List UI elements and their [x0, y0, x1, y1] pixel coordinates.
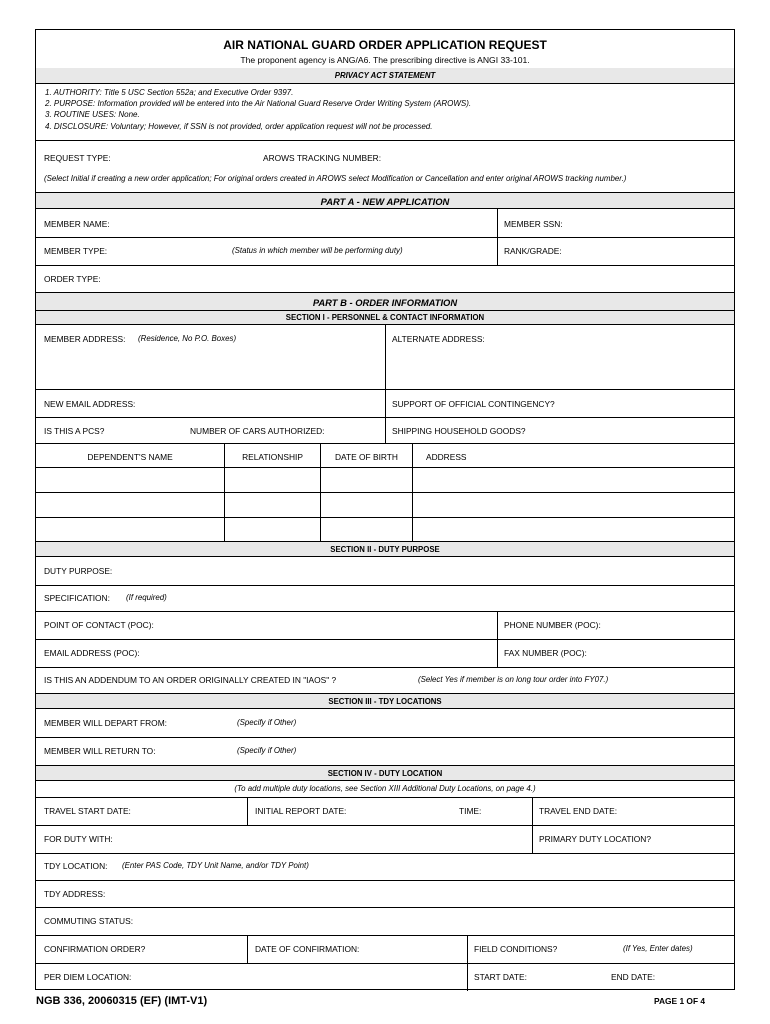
divider — [36, 667, 734, 668]
divider — [36, 907, 734, 908]
time-field[interactable]: TIME: — [459, 806, 482, 816]
divider — [247, 935, 248, 963]
privacy-statement — [45, 87, 471, 132]
divider — [247, 797, 248, 825]
support-contingency-field[interactable]: SUPPORT OF OFFICIAL CONTINGENCY? — [392, 399, 555, 409]
return-to-note: (Specify if Other) — [237, 746, 297, 755]
divider — [36, 737, 734, 738]
form-subtitle: The proponent agency is ANG/A6. The prescribing directive is ANGI 33-101. — [240, 55, 530, 65]
order-type-field[interactable]: ORDER TYPE: — [44, 274, 101, 284]
part-a-heading: PART A - NEW APPLICATION — [320, 196, 450, 207]
section-2-band — [36, 541, 734, 557]
specification-note: (If required) — [126, 593, 167, 602]
date-of-confirmation-field[interactable]: DATE OF CONFIRMATION: — [255, 944, 360, 954]
privacy-item-purpose: 2. PURPOSE: Information provided will be entered into the Air National Guard Reserve Order Writing System (AROWS). — [45, 99, 472, 109]
tdy-location-note: (Enter PAS Code, TDY Unit Name, and/or TDY Point) — [122, 861, 309, 870]
field-conditions-note: (If Yes, Enter dates) — [623, 944, 693, 953]
form-identifier: NGB 336, 20060315 (EF) (IMT-V1) — [36, 995, 208, 1007]
section-1-band — [36, 310, 734, 325]
duty-purpose-field[interactable]: DUTY PURPOSE: — [44, 566, 113, 576]
divider — [36, 797, 734, 798]
is-pcs-field[interactable]: IS THIS A PCS? — [44, 426, 105, 436]
specification-field[interactable]: SPECIFICATION: — [44, 593, 110, 603]
dependents-name-header: DEPENDENT'S NAME — [87, 452, 173, 462]
divider — [36, 825, 734, 826]
per-diem-location-field[interactable]: PER DIEM LOCATION: — [44, 972, 132, 982]
dependents-address-header: ADDRESS — [426, 452, 467, 462]
section-2-heading: SECTION II - DUTY PURPOSE — [330, 545, 440, 554]
divider — [36, 935, 734, 936]
divider — [36, 611, 734, 612]
iaos-addendum-field[interactable]: IS THIS AN ADDENDUM TO AN ORDER ORIGINALLY CREATED IN "IAOS" ? — [44, 675, 337, 685]
member-ssn-field[interactable]: MEMBER SSN: — [504, 219, 563, 229]
section-1-heading: SECTION I - PERSONNEL & CONTACT INFORMATION — [285, 313, 485, 322]
section-4-band — [36, 765, 734, 781]
order-application-form — [35, 29, 735, 990]
number-of-cars-field[interactable]: NUMBER OF CARS AUTHORIZED: — [190, 426, 325, 436]
iaos-addendum-note: (Select Yes if member is on long tour order into FY07.) — [418, 675, 609, 684]
field-conditions-field[interactable]: FIELD CONDITIONS? — [474, 944, 558, 954]
dependent-row[interactable] — [36, 493, 734, 517]
depart-from-field[interactable]: MEMBER WILL DEPART FROM: — [44, 718, 168, 728]
email-poc-field[interactable]: EMAIL ADDRESS (POC): — [44, 648, 140, 658]
arows-tracking-number-field[interactable]: AROWS TRACKING NUMBER: — [263, 153, 382, 163]
divider — [36, 639, 734, 640]
end-date-field[interactable]: END DATE: — [611, 972, 656, 982]
tdy-address-field[interactable]: TDY ADDRESS: — [44, 889, 106, 899]
phone-poc-field[interactable]: PHONE NUMBER (POC): — [504, 620, 601, 630]
divider — [36, 417, 734, 418]
return-to-field[interactable]: MEMBER WILL RETURN TO: — [44, 746, 156, 756]
start-date-field[interactable]: START DATE: — [474, 972, 527, 982]
divider — [36, 237, 734, 238]
form-title: AIR NATIONAL GUARD ORDER APPLICATION REQUEST — [223, 38, 547, 52]
privacy-item-authority: 1. AUTHORITY: Title 5 USC Section 552a; and Executive Order 9397. — [45, 88, 294, 97]
tdy-location-field[interactable]: TDY LOCATION: — [44, 861, 108, 871]
divider — [36, 963, 734, 964]
privacy-heading: PRIVACY ACT STATEMENT — [334, 71, 436, 80]
for-duty-with-field[interactable]: FOR DUTY WITH: — [44, 834, 113, 844]
commuting-status-field[interactable]: COMMUTING STATUS: — [44, 916, 134, 926]
divider — [36, 265, 734, 266]
divider — [36, 880, 734, 881]
request-type-field[interactable]: REQUEST TYPE: — [44, 153, 111, 163]
new-email-field[interactable]: NEW EMAIL ADDRESS: — [44, 399, 136, 409]
divider — [36, 140, 734, 141]
request-type-note: (Select Initial if creating a new order application; For original orders created in AROWS select Modification or Cancellation and enter original AROWS tracking number.) — [44, 174, 627, 183]
rank-grade-field[interactable]: RANK/GRADE: — [504, 246, 562, 256]
initial-report-date-field[interactable]: INITIAL REPORT DATE: — [255, 806, 347, 816]
dependent-row[interactable] — [36, 518, 734, 541]
section-4-heading: SECTION IV - DUTY LOCATION — [327, 769, 443, 778]
privacy-item-routine-uses: 3. ROUTINE USES: None. — [45, 110, 140, 120]
dependent-row[interactable] — [36, 468, 734, 492]
divider — [36, 585, 734, 586]
part-a-band — [36, 192, 734, 209]
divider — [36, 853, 734, 854]
divider — [36, 389, 734, 390]
member-name-field[interactable]: MEMBER NAME: — [44, 219, 110, 229]
confirmation-order-field[interactable]: CONFIRMATION ORDER? — [44, 944, 146, 954]
dependents-dob-header: DATE OF BIRTH — [335, 452, 398, 462]
depart-from-note: (Specify if Other) — [237, 718, 297, 727]
privacy-item-disclosure: 4. DISCLOSURE: Voluntary; However, if SSN is not provided, order application request will not be processed. — [45, 121, 433, 131]
section-4-note: (To add multiple duty locations, see Section XIII Additional Duty Locations, on page 4.) — [234, 784, 536, 793]
page-number: PAGE 1 OF 4 — [654, 996, 706, 1006]
member-address-note: (Residence, No P.O. Boxes) — [138, 334, 237, 343]
section-3-band — [36, 693, 734, 709]
primary-duty-location-field[interactable]: PRIMARY DUTY LOCATION? — [539, 834, 652, 844]
fax-poc-field[interactable]: FAX NUMBER (POC): — [504, 648, 587, 658]
travel-start-date-field[interactable]: TRAVEL START DATE: — [44, 806, 131, 816]
alternate-address-field[interactable]: ALTERNATE ADDRESS: — [392, 334, 485, 344]
section-3-heading: SECTION III - TDY LOCATIONS — [328, 697, 442, 706]
poc-field[interactable]: POINT OF CONTACT (POC): — [44, 620, 154, 630]
privacy-band — [36, 68, 734, 84]
part-b-band — [36, 292, 734, 310]
dependents-relationship-header: RELATIONSHIP — [242, 452, 303, 462]
travel-end-date-field[interactable]: TRAVEL END DATE: — [539, 806, 618, 816]
part-b-heading: PART B - ORDER INFORMATION — [312, 297, 458, 308]
member-type-note: (Status in which member will be performing duty) — [232, 246, 403, 255]
shipping-household-goods-field[interactable]: SHIPPING HOUSEHOLD GOODS? — [392, 426, 526, 436]
member-type-field[interactable]: MEMBER TYPE: — [44, 246, 108, 256]
member-address-field[interactable]: MEMBER ADDRESS: — [44, 334, 126, 344]
dependents-table — [36, 443, 734, 541]
divider — [385, 325, 386, 443]
